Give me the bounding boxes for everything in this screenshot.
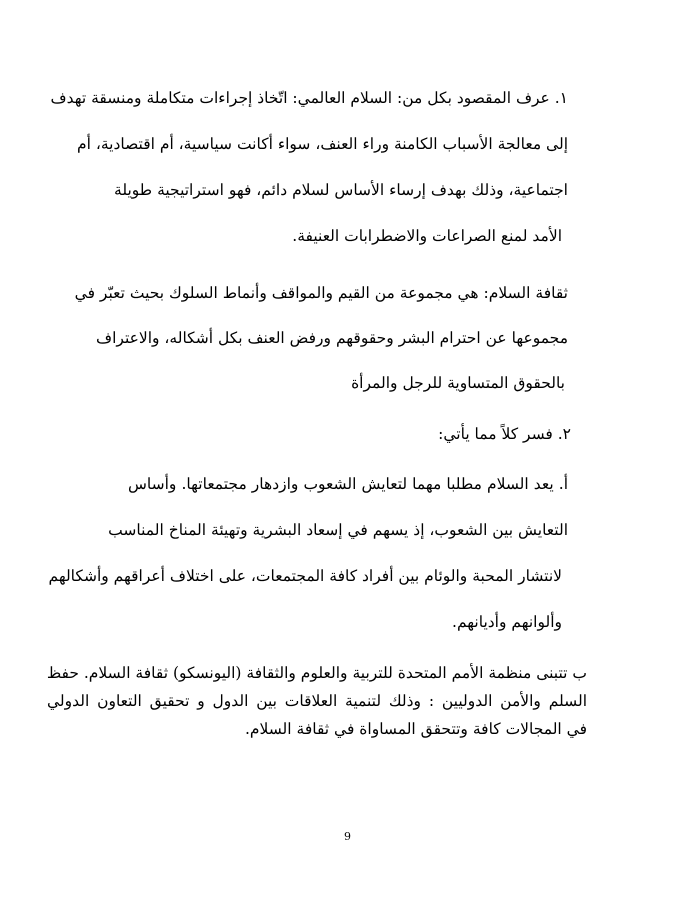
text-line: ب تتبنى منظمة الأمم المتحدة للتربية والعلوم والثقافة (اليونسكو) ثقافة السلام. حفظ xyxy=(46,664,587,682)
text-line: إلى معالجة الأسباب الكامنة وراء العنف، سواء أكانت سياسية، أم اقتصادية، أم xyxy=(77,135,568,153)
text-line: الأمد لمنع الصراعات والاضطرابات العنيفة. xyxy=(292,227,562,245)
text-line: بالحقوق المتساوية للرجل والمرأة xyxy=(351,374,565,392)
text-line: ثقافة السلام: هي مجموعة من القيم والمواقف وأنماط السلوك بحيث تعبّر في xyxy=(74,284,568,302)
text-line: السلم والأمن الدوليين : وذلك لتنمية العلاقات بين الدول و تحقيق التعاون الدولي xyxy=(47,692,587,710)
text-line: مجموعها عن احترام البشر وحقوقهم ورفض العنف بكل أشكاله، والاعتراف xyxy=(96,329,568,347)
text-line: أ. يعد السلام مطلبا مهما لتعايش الشعوب وازدهار مجتمعاتها. وأساس xyxy=(128,475,568,493)
page-number: 9 xyxy=(344,830,351,843)
text-line: لانتشار المحبة والوئام بين أفراد كافة المجتمعات، على اختلاف أعراقهم وأشكالهم xyxy=(48,567,562,585)
text-line: التعايش بين الشعوب، إذ يسهم في إسعاد البشرية وتهيئة المناخ المناسب xyxy=(108,521,568,539)
text-line: في المجالات كافة وتتحقق المساواة في ثقافة السلام. xyxy=(244,720,587,738)
text-line: ٢. فسر كلاً مما يأتي: xyxy=(438,425,571,443)
text-line: وألوانهم وأديانهم. xyxy=(452,613,562,631)
text-line: اجتماعية، وذلك بهدف إرساء الأساس لسلام دائم، فهو استراتيجية طويلة xyxy=(114,181,568,199)
text-line: ١. عرف المقصود بكل من: السلام العالمي: اتّخاذ إجراءات متكاملة ومنسقة تهدف xyxy=(50,89,568,107)
